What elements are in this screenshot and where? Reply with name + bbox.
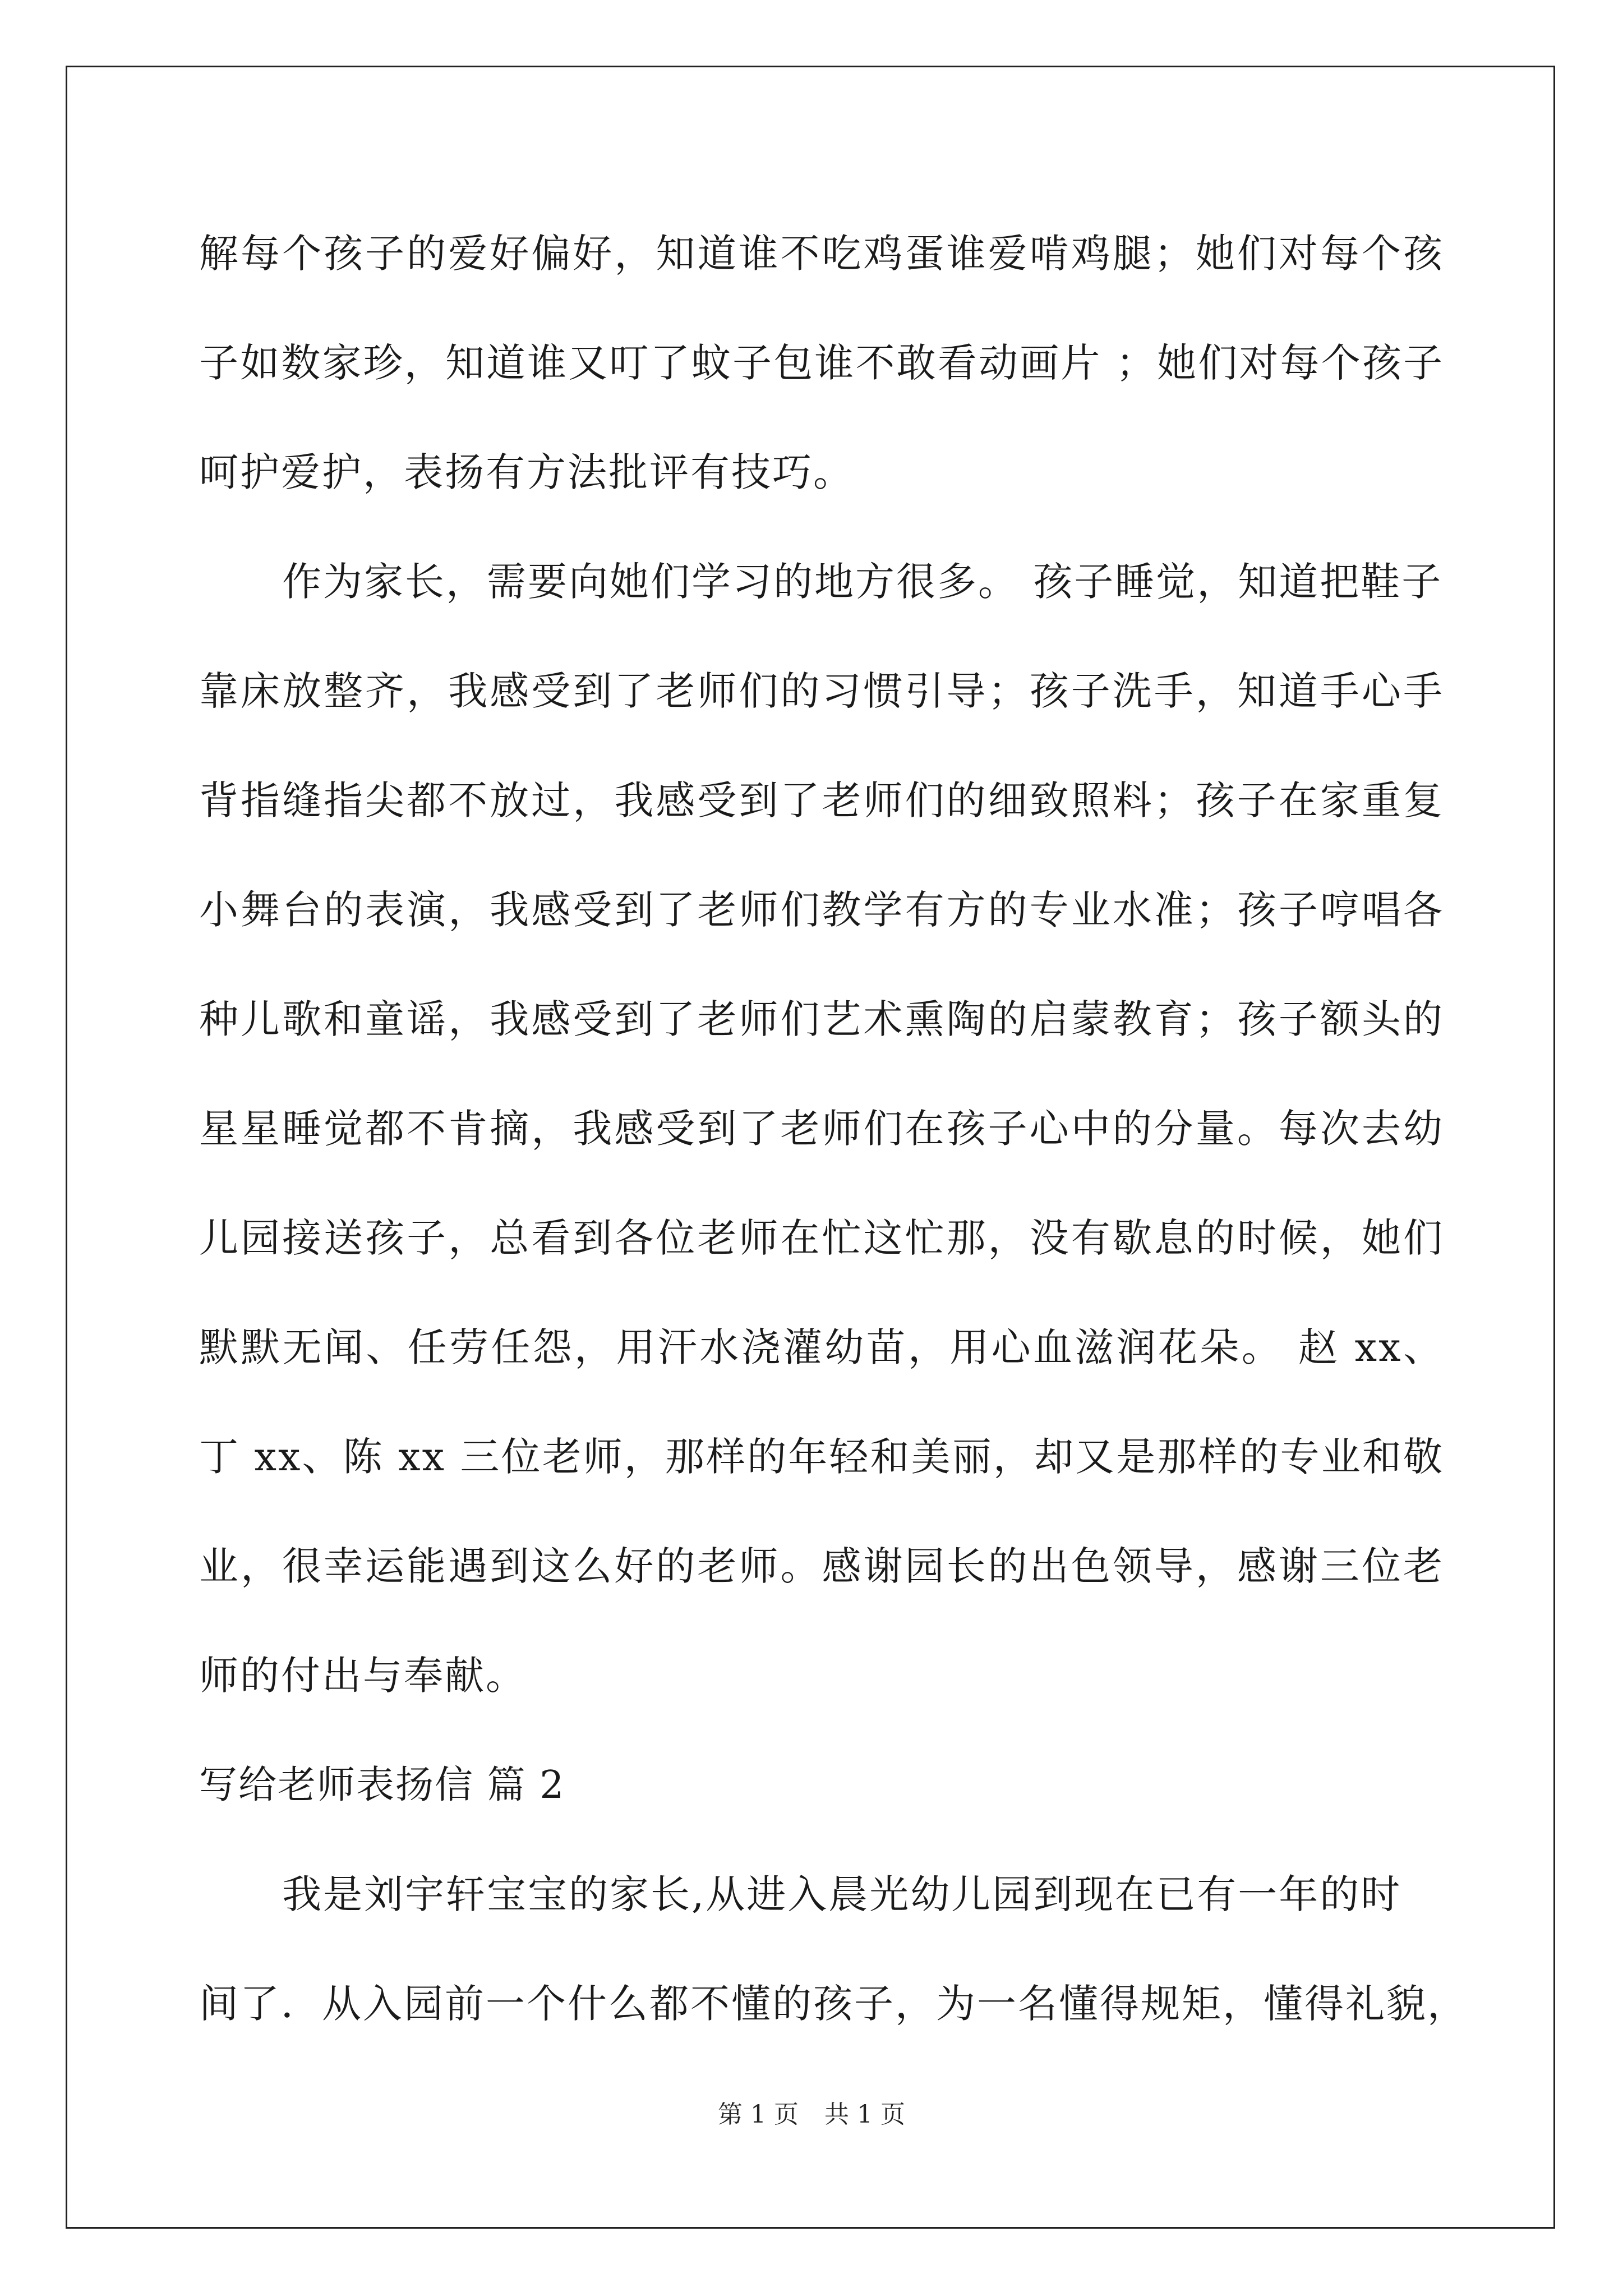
- paragraph-line: 背指缝指尖都不放过，我感受到了老师们的细致照料；孩子在家重复: [199, 777, 1444, 823]
- document-body: [199, 199, 1468, 2059]
- paragraph-line: 星星睡觉都不肯摘，我感受到了老师们在孩子心中的分量。每次去幼: [199, 1106, 1444, 1152]
- paragraph-line: 解每个孩子的爱好偏好，知道谁不吃鸡蛋谁爱啃鸡腿；她们对每个孩: [199, 231, 1444, 277]
- paragraph-3: [199, 1840, 1468, 2059]
- paragraph-line: 种儿歌和童谣，我感受到了老师们艺术熏陶的启蒙教育；孩子额头的: [199, 996, 1444, 1042]
- paragraph-line: 小舞台的表演，我感受到了老师们教学有方的专业水准；孩子哼唱各: [199, 887, 1444, 933]
- paragraph-line: 丁 xx、陈 xx 三位老师，那样的年轻和美丽，却又是那样的专业和敬: [199, 1434, 1444, 1480]
- paragraph-line: 默默无闻、任劳任怨，用汗水浇灌幼苗，用心血滋润花朵。 赵 xx、: [199, 1324, 1444, 1370]
- page-footer: [0, 2098, 1623, 2132]
- paragraph-line: 间了．从入园前一个什么都不懂的孩子，为一名懂得规矩，懂得礼貌，: [199, 1981, 1468, 2027]
- paragraph-line: 我是刘宇轩宝宝的家长,从进入晨光幼儿园到现在已有一年的时: [282, 1871, 1402, 1917]
- page-number: 第 1 页: [718, 2100, 799, 2129]
- paragraph-line: 呵护爱护，表扬有方法批评有技巧。: [199, 449, 854, 495]
- paragraph-line: 靠床放整齐，我感受到了老师们的习惯引导；孩子洗手，知道手心手: [199, 668, 1444, 714]
- paragraph-line: 业，很幸运能遇到这么好的老师。感谢园长的出色领导，感谢三位老: [199, 1543, 1444, 1589]
- paragraph-line: 子如数家珍，知道谁又叮了蚊子包谁不敢看动画片 ；她们对每个孩子: [199, 340, 1444, 386]
- paragraph-line: 师的付出与奉献。: [199, 1653, 527, 1699]
- paragraph-line: 作为家长，需要向她们学习的地方很多。 孩子睡觉，知道把鞋子: [282, 559, 1443, 605]
- paragraph-2: [199, 527, 1444, 1731]
- page-total: 共 1 页: [824, 2100, 905, 2129]
- paragraph-line: 儿园接送孩子，总看到各位老师在忙这忙那，没有歇息的时候，她们: [199, 1215, 1444, 1261]
- section-heading: 写给老师表扬信 篇 2: [199, 1763, 565, 1807]
- paragraph-1: [199, 199, 1444, 527]
